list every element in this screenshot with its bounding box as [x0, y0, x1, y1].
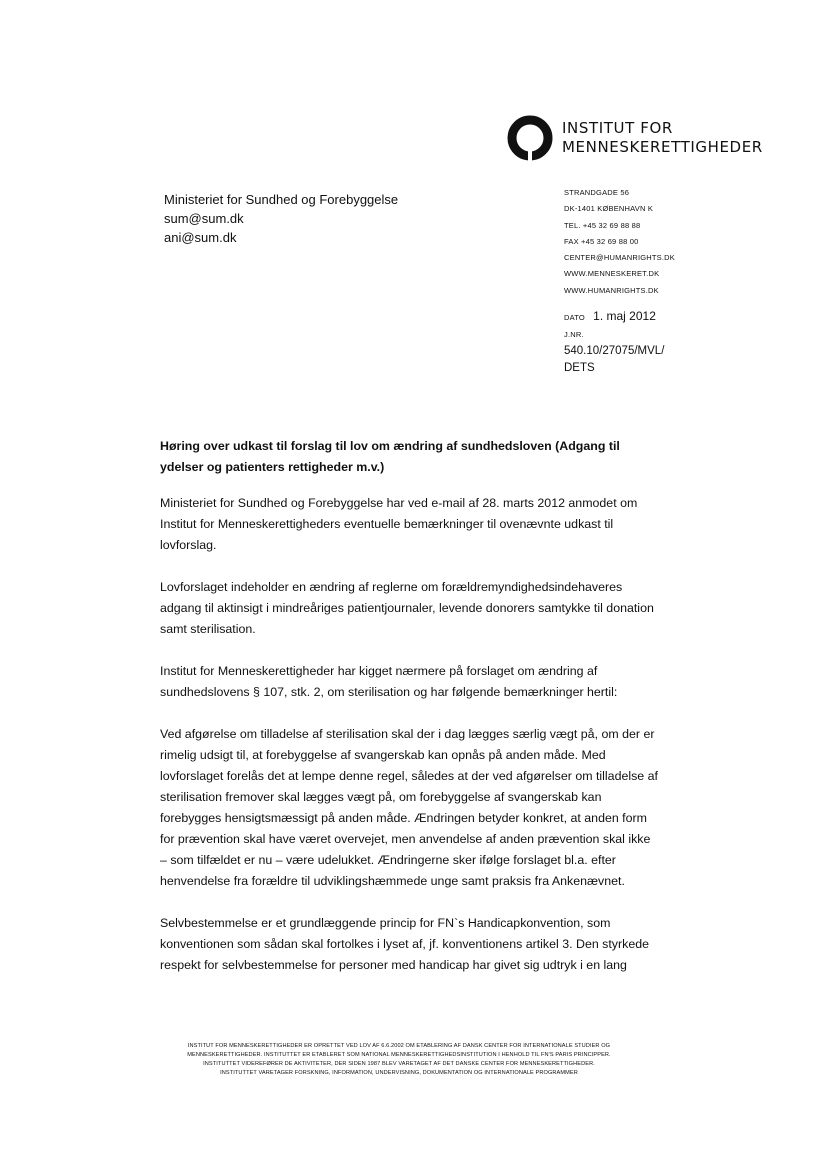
paragraph-2: Lovforslaget indeholder en ændring af reglerne om forældremyndighedsindehaveres adgang til aktinsigt i mindreåriges patientjournaler, levende donorers samtykke til donation samt sterilisation. — [160, 580, 654, 636]
logo-line-1: INSTITUT FOR — [562, 119, 673, 137]
journal-label: J.NR. — [564, 330, 584, 339]
footer-line-2: MENNESKERETTIGHEDER. INSTITUTTET ER ETABLERET SOM NATIONAL MENNESKERETTIGHEDSINSTITUTION I HENHOLD TIL FN'S PARIS PRINCIPPER. — [187, 1052, 611, 1058]
sender-city: DK-1401 KØBENHAVN K — [564, 204, 654, 214]
sender-street: STRANDGADE 56 — [564, 188, 630, 197]
paragraph-4: Ved afgørelse om tilladelse af sterilisation skal der i dag lægges særlig vægt på, om der er rimelig udsigt til, at forebyggelse af svangerskab kan opnås på anden måde. Med lovforslaget forelås det at lempe denne regel, således at der ved afgørelser om tilladelse af sterilisation fremover skal lægges vægt på, om forebyggelse af svangerskab kan forebygges hensigtsmæssigt på anden måde. Ændringen betyder konkret, at anden form for prævention skal have været overvejet, men anvendelse af anden prævention skal ikke – som tilfældet er nu – være udelukket. Ændringerne sker ifølge forslaget bl.a. efter henvendelse fra forældre til udviklingshæmmede unge samt praksis fra Ankenævnet. — [160, 727, 658, 888]
footer-line-1: INSTITUT FOR MENNESKERETTIGHEDER ER OPRETTET VED LOV AF 6.6.2002 OM ETABLERING AF DANSK CENTER FOR INTERNATIONALE STUDIER OG — [187, 1043, 611, 1049]
sender-email: CENTER@HUMANRIGHTS.DK — [564, 253, 675, 263]
sender-web-2: WWW.HUMANRIGHTS.DK — [564, 285, 659, 295]
letter-heading: Høring over udkast til forslag til lov om ændring af sundhedsloven (Adgang til ydelser og patienters rettigheder m.v.) — [160, 439, 620, 474]
paragraph-3: Institut for Menneskerettigheder har kigget nærmere på forslaget om ændring af sundhedslovens § 107, stk. 2, om sterilisation og har følgende bemærkninger hertil: — [160, 664, 618, 699]
sender-address-block — [564, 185, 675, 299]
journal-number-1: 540.10/27075/MVL/ — [564, 345, 665, 357]
sender-web-1: WWW.MENNESKERET.DK — [564, 269, 660, 279]
journal-number-2: DETS — [564, 362, 595, 374]
recipient-name: Ministeriet for Sundhed og Forebyggelse — [164, 192, 399, 207]
footer-line-4: INSTITUTTET VARETAGER FORSKNING, INFORMATION, UNDERVISNING, DOKUMENTATION OG INTERNATIONALE PROGRAMMER — [220, 1070, 578, 1076]
date-value: 1. maj 2012 — [593, 309, 656, 323]
date-label: DATO — [564, 313, 585, 322]
footer-line-3: INSTITUTTET VIDEREFØRER DE AKTIVITETER, DER SIDEN 1987 BLEV VARETAGET AF DET DANSKE CENTER FOR MENNESKERETTIGHEDER. — [203, 1061, 595, 1067]
recipient-block — [164, 190, 398, 247]
letter-body — [160, 436, 660, 997]
letter-meta — [564, 308, 664, 377]
paragraph-1: Ministeriet for Sundhed og Forebyggelse har ved e-mail af 28. marts 2012 anmodet om Institut for Menneskerettigheders eventuelle bemærkninger til ovenævnte udkast til lovforslag. — [160, 496, 638, 552]
recipient-email-1: sum@sum.dk — [164, 211, 244, 226]
recipient-email-2: ani@sum.dk — [164, 230, 237, 245]
logo-text — [562, 119, 763, 157]
date-line — [564, 308, 664, 326]
footer-legal-text — [160, 1042, 638, 1078]
sender-fax: FAX +45 32 69 88 00 — [564, 236, 639, 246]
sender-tel: TEL. +45 32 69 88 88 — [564, 220, 641, 230]
paragraph-5: Selvbestemmelse er et grundlæggende princip for FN`s Handicapkonvention, som konventionen som sådan skal fortolkes i lyset af, jf. konventionens artikel 3. Den styrkede respekt for selvbestemmelse for personer med handicap har givet sig udtryk i en lang — [160, 916, 649, 972]
logo-ring-icon — [506, 114, 554, 162]
institute-logo — [506, 114, 763, 162]
logo-line-2: MENNESKERETTIGHEDER — [562, 138, 763, 156]
